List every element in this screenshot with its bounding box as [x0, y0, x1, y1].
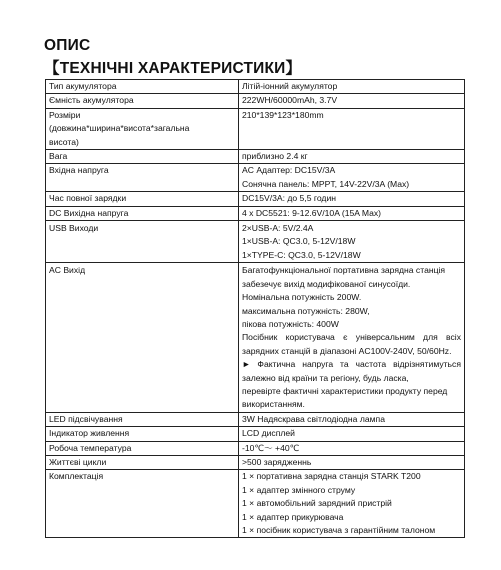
spec-value — [239, 221, 465, 263]
spec-row — [46, 441, 465, 455]
spec-value-line: AC Адаптер: DC15V/3A — [242, 165, 336, 176]
spec-value-line: DC15V/3A: до 5,5 годин — [242, 193, 336, 204]
spec-label-line: висота) — [49, 136, 79, 147]
spec-label — [46, 192, 239, 206]
spec-label-line: (довжина*ширина*висота*загальна — [49, 123, 190, 134]
spec-label-line: Розміри — [49, 109, 81, 120]
spec-value-line: -10℃～ +40℃ — [242, 442, 300, 453]
spec-value-line: забезечує вихід модифікованої синусоїди. — [242, 278, 411, 289]
spec-label-line: Індикатор живлення — [49, 428, 130, 439]
spec-row — [46, 150, 465, 164]
spec-value-line: максимальна потужність: 280W, — [242, 305, 370, 316]
spec-value-line: 3W Надяскрава світлодіодна лампа — [242, 413, 385, 424]
spec-value-line: >500 зарядженнь — [242, 456, 312, 467]
spec-value — [239, 412, 465, 426]
spec-value-line: зарядних станцій в діапазоні AC100V-240V, 50/60Hz. — [242, 345, 452, 356]
spec-row — [46, 80, 465, 94]
spec-label-line: Ємність акумулятора — [49, 95, 134, 106]
spec-value — [239, 427, 465, 441]
spec-value — [239, 455, 465, 469]
spec-label — [46, 80, 239, 94]
spec-label-line: Комплектація — [49, 471, 104, 482]
spec-value-line: Сонячна панель: MPPT, 14V-22V/3A (Max) — [242, 178, 410, 189]
spec-value-line: Літій-іонний акумулятор — [242, 81, 338, 91]
spec-value — [239, 441, 465, 455]
spec-label-line: AC Вихід — [49, 265, 86, 276]
spec-label-line: LED підсвічування — [49, 413, 123, 424]
spec-value — [239, 263, 465, 412]
spec-row — [46, 455, 465, 469]
spec-value-line: приблизно 2.4 кг — [242, 151, 308, 162]
spec-row — [46, 470, 465, 538]
spec-row — [46, 206, 465, 220]
spec-value-line: Посібник користувача є універсальним для всіх — [242, 332, 461, 343]
spec-value-line: перевірте фактичні характеристики продукту перед — [242, 385, 448, 396]
spec-value-line: 1×USB-A: QC3.0, 5-12V/18W — [242, 236, 356, 247]
section-heading: 【ТЕХНІЧНІ ХАРАКТЕРИСТИКИ】 — [44, 60, 302, 77]
spec-label — [46, 150, 239, 164]
page-title: ОПИС — [44, 37, 91, 54]
spec-value-line: залежно від країни та регіону, будь ласка, — [242, 372, 409, 383]
spec-value — [239, 108, 465, 149]
spec-row — [46, 263, 465, 412]
spec-value-line: 210*139*123*180mm — [242, 109, 324, 120]
spec-value-line: ► Фактична напруга та частота відрізнятимуться — [242, 359, 461, 370]
spec-row — [46, 164, 465, 192]
spec-label — [46, 441, 239, 455]
spec-label-line: Вага — [49, 151, 68, 162]
spec-value — [239, 470, 465, 538]
spec-value-line: 1 × адаптер прикурювача — [242, 511, 344, 522]
spec-label — [46, 206, 239, 220]
spec-row — [46, 412, 465, 426]
spec-row — [46, 427, 465, 441]
spec-label — [46, 94, 239, 108]
spec-label — [46, 164, 239, 192]
spec-label-line: Тип акумулятора — [49, 81, 117, 91]
spec-value — [239, 80, 465, 94]
spec-value — [239, 94, 465, 108]
spec-value-line: використанням. — [242, 399, 305, 410]
spec-value-line: 1 × портативна зарядна станція STARK T200 — [242, 471, 421, 482]
spec-row — [46, 192, 465, 206]
spec-value-line: 222WH/60000mAh, 3.7V — [242, 95, 338, 106]
spec-label — [46, 455, 239, 469]
spec-value-line: 1 × посібник користувача з гарантійним талоном — [242, 525, 436, 535]
spec-value-line: пікова потужність: 400W — [242, 318, 339, 329]
spec-label-line: Час повної зарядки — [49, 193, 127, 204]
spec-label — [46, 221, 239, 263]
spec-value-line: LCD дисплей — [242, 428, 295, 439]
spec-label-line: Робоча температура — [49, 442, 132, 453]
spec-value — [239, 164, 465, 192]
spec-row — [46, 94, 465, 108]
spec-value-line: 1 × адаптер змінного струму — [242, 484, 356, 495]
spec-value-line: Номінальна потужність 200W. — [242, 292, 362, 303]
spec-label — [46, 412, 239, 426]
spec-label — [46, 470, 239, 538]
spec-value-line: Багатофункціональної портативна зарядна станція — [242, 265, 446, 276]
spec-label — [46, 427, 239, 441]
spec-label-line: USB Виходи — [49, 223, 99, 234]
spec-value-line: 1×TYPE-C: QC3.0, 5-12V/18W — [242, 249, 361, 260]
spec-value — [239, 150, 465, 164]
spec-label-line: Вхідна напруга — [49, 165, 109, 176]
spec-label — [46, 108, 239, 149]
spec-row — [46, 221, 465, 263]
spec-value-line: 1 × автомобільний зарядний пристрій — [242, 498, 392, 509]
spec-value — [239, 192, 465, 206]
spec-value — [239, 206, 465, 220]
spec-label-line: Життєві цикли — [49, 456, 107, 467]
spec-label — [46, 263, 239, 412]
spec-label-line: DC Вихідна напруга — [49, 207, 129, 218]
spec-value-line: 4 x DC5521: 9-12.6V/10A (15A Max) — [242, 207, 382, 218]
spec-value-line: 2×USB-A: 5V/2.4A — [242, 223, 314, 234]
spec-row — [46, 108, 465, 149]
specifications-table — [45, 79, 465, 538]
